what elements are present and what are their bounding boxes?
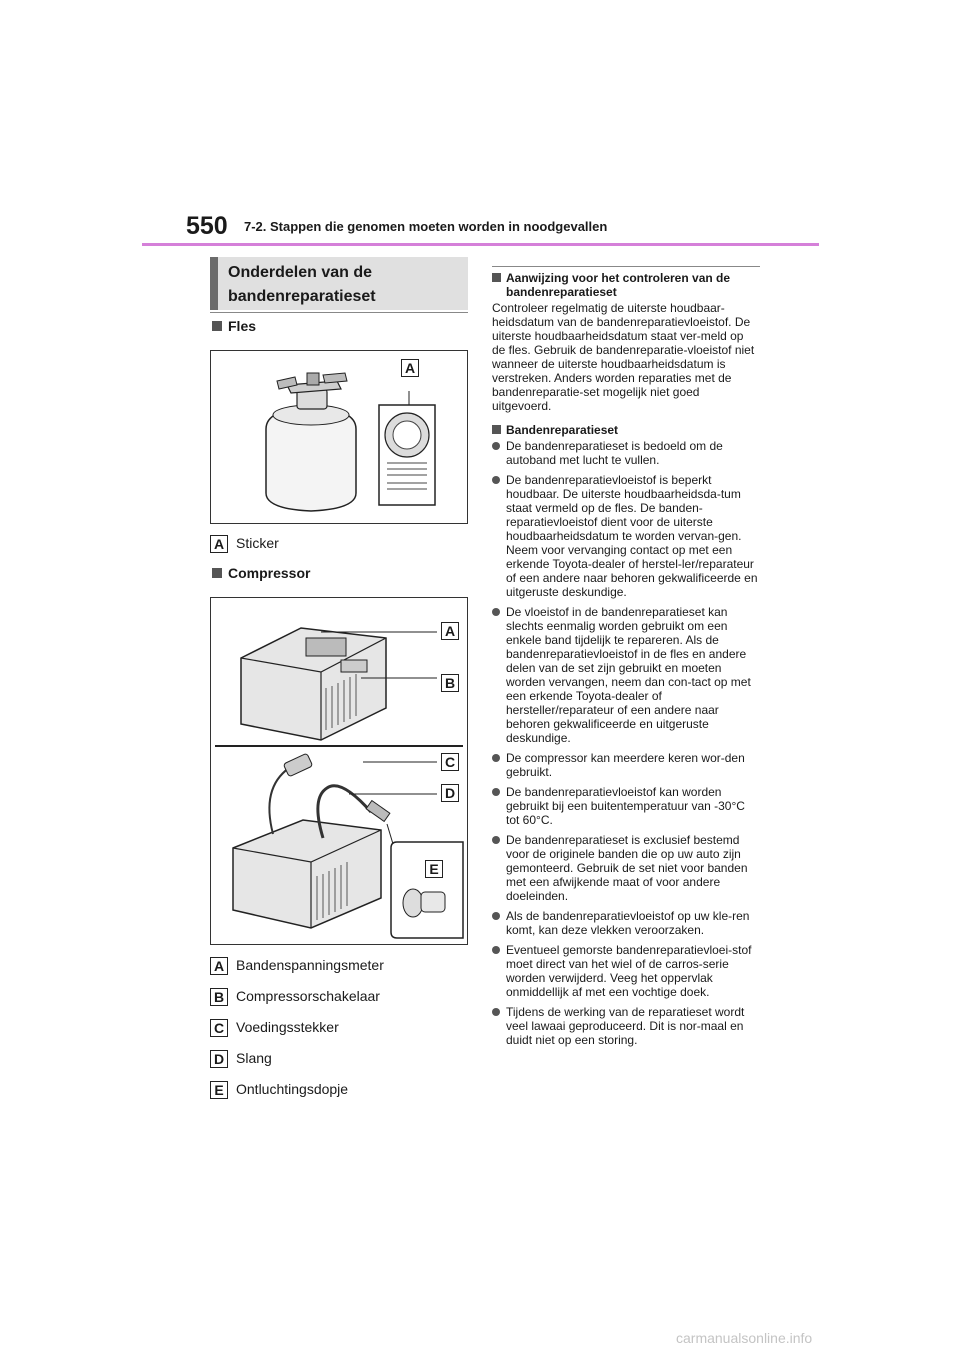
caption-label: A [210, 535, 228, 553]
bullet-text: De bandenreparatievloeistof kan worden gebruikt bij een buitentemperatuur van -30°C tot 60°C. [506, 785, 745, 827]
callout-d: D [441, 784, 459, 802]
round-bullet-icon [492, 912, 500, 920]
caption-text: Sticker [236, 535, 279, 551]
kit-heading-text: Bandenreparatieset [506, 423, 619, 437]
watermark: carmanualsonline.info [676, 1330, 813, 1346]
caption-sticker [210, 535, 279, 553]
round-bullet-icon [492, 788, 500, 796]
bullet-text: De bandenreparatieset is exclusief bestemd voor de originele banden die op uw auto zijn gemonteerd. Gebruik de set niet voor banden met een afwijkende maat of voor andere doeleinden. [506, 833, 748, 903]
compressor-figure [210, 597, 468, 945]
square-bullet-icon [492, 273, 501, 282]
fles-heading-text: Fles [228, 318, 257, 334]
bottle-illustration [211, 351, 467, 523]
caption-pressure-gauge [210, 957, 384, 975]
caption-compressor-switch [210, 988, 380, 1006]
note-heading [492, 271, 760, 299]
caption-text: Slang [236, 1050, 272, 1066]
bullet-text: De bandenreparatieset is bedoeld om de autoband met lucht te vullen. [506, 439, 723, 467]
compressor-heading [212, 565, 310, 581]
note-top-rule [492, 266, 760, 267]
caption-label: B [210, 988, 228, 1006]
caption-power-plug [210, 1019, 339, 1037]
round-bullet-icon [492, 1008, 500, 1016]
square-bullet-icon [492, 425, 501, 434]
square-bullet-icon [212, 321, 222, 331]
round-bullet-icon [492, 836, 500, 844]
note-heading-text: Aanwijzing voor het controleren van de bandenreparatieset [506, 271, 731, 299]
bullet-item [492, 833, 760, 903]
fles-heading [212, 318, 256, 334]
bullet-text: De bandenreparatievloeistof is beperkt houdbaar. De uiterste houdbaarheidsda-tum staat vermeld op de fles. De banden-reparatievloeistof dient voor de uiterste houdbaarheidsdatum te worden vervan-gen. Neem voor vervanging contact op met een erkende Toyota-dealer of herstel-ler/reparateur of een andere naar behoren gekwalificeerde en uitgeruste deskundige. [506, 473, 758, 599]
bullet-item [492, 473, 760, 599]
bullet-item [492, 751, 760, 779]
round-bullet-icon [492, 608, 500, 616]
caption-vent-cap [210, 1081, 348, 1099]
caption-text: Voedingsstekker [236, 1019, 339, 1035]
caption-text: Bandenspanningsmeter [236, 957, 384, 973]
page-number: 550 [186, 212, 228, 240]
callout-e: E [425, 860, 443, 878]
round-bullet-icon [492, 754, 500, 762]
bottle-figure [210, 350, 468, 524]
caption-label: A [210, 957, 228, 975]
bullet-item [492, 943, 760, 999]
caption-label: E [210, 1081, 228, 1099]
caption-text: Ontluchtingsdopje [236, 1081, 349, 1097]
right-column [492, 266, 760, 1053]
header-rule [142, 243, 819, 246]
caption-hose [210, 1050, 272, 1068]
compressor-illustration [211, 598, 467, 944]
caption-label: C [210, 1019, 228, 1037]
square-bullet-icon [212, 568, 222, 578]
section-title: Onderdelen van de bandenreparatieset [210, 257, 468, 310]
bullet-item [492, 439, 760, 467]
bullet-item [492, 909, 760, 937]
bullet-text: De vloeistof in de bandenreparatieset kan slechts eenmalig worden gebruikt om een enkele band tijdelijk te repareren. Als de bandenreparatievloeistof in de fles en andere delen van de set zijn gebruikt en moeten worden vervangen, neem dan con-tact op met een erkende Toyota-dealer of hersteller/reparateur of een andere naar behoren gekwalificeerde en uitgeruste deskundige. [506, 605, 751, 745]
bullet-item [492, 605, 760, 745]
callout-c: C [441, 753, 459, 771]
callout-a: A [401, 359, 419, 377]
kit-heading [492, 423, 760, 437]
callout-b: B [441, 674, 459, 692]
note-paragraph: Controleer regelmatig de uiterste houdbaar-heidsdatum van de bandenreparatievloeistof. De uiterste houdbaarheidsdatum staat ver-meld op de fles. Gebruik de bandenreparatie-vloeistof niet wanneer de uiterste houdbaarheidsdatum is verstreken. Anders worden reparaties met de bandenreparatie-set mogelijk niet goed uitgevoerd. [492, 301, 755, 413]
chapter-title: 7-2. Stappen die genomen moeten worden in noodgevallen [244, 219, 608, 234]
bullet-item [492, 1005, 760, 1047]
bullet-text: Tijdens de werking van de reparatieset wordt veel lawaai geproduceerd. Dit is nor-maal en duidt niet op een storing. [506, 1005, 745, 1047]
round-bullet-icon [492, 476, 500, 484]
round-bullet-icon [492, 442, 500, 450]
bullet-item [492, 785, 760, 827]
bullet-text: De compressor kan meerdere keren wor-den gebruikt. [506, 751, 745, 779]
bullet-text: Eventueel gemorste bandenreparatievloei-stof moet direct van het wiel of de carros-serie worden verwijderd. Veeg het oppervlak onmiddellijk af met een vochtige doek. [506, 943, 752, 999]
section-underline [210, 312, 468, 313]
callout-a: A [441, 622, 459, 640]
compressor-heading-text: Compressor [228, 565, 311, 581]
bullet-text: Als de bandenreparatievloeistof op uw kle-ren komt, kan deze vlekken veroorzaken. [506, 909, 750, 937]
caption-label: D [210, 1050, 228, 1068]
round-bullet-icon [492, 946, 500, 954]
caption-text: Compressorschakelaar [236, 988, 380, 1004]
